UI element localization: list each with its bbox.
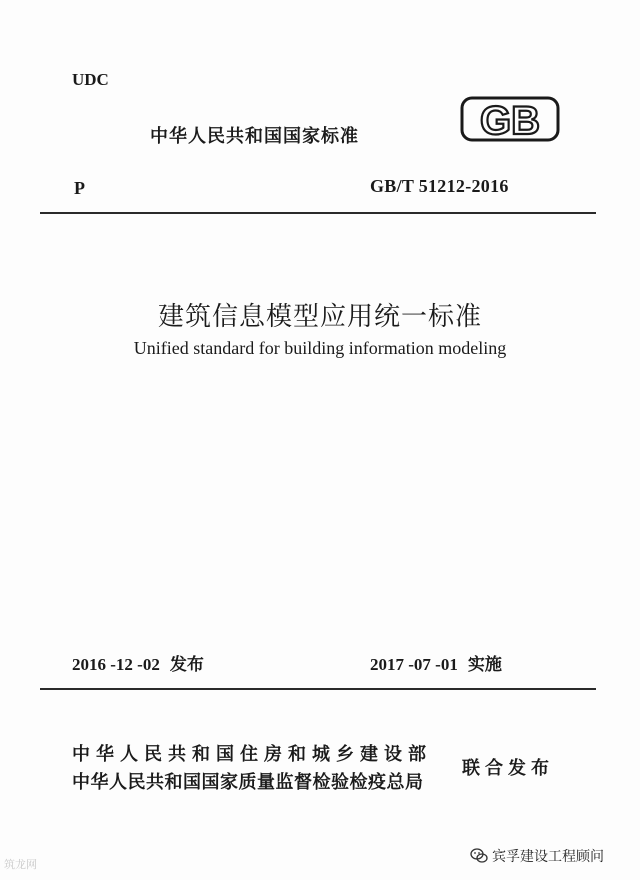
svg-text:GB: GB <box>480 99 540 142</box>
joint-publish-label: 联合发布 <box>462 758 554 779</box>
left-watermark: 筑龙网 <box>4 858 37 871</box>
top-divider <box>40 212 596 214</box>
implement-date-line <box>370 650 502 675</box>
implement-date: 2017 -07 -01 <box>370 655 458 674</box>
title-english: Unified standard for building information modeling <box>133 338 507 358</box>
right-watermark-text: 宾孚建设工程顾问 <box>492 849 604 865</box>
bottom-divider <box>40 688 596 690</box>
publisher-line-1: 中华人民共和国住房和城乡建设部 <box>72 744 432 765</box>
right-watermark <box>470 846 604 866</box>
gb-logo <box>460 96 560 142</box>
classification-code: P <box>74 178 85 198</box>
national-standard-label: 中华人民共和国国家标准 <box>150 126 359 147</box>
standard-number: GB/T 51212-2016 <box>370 176 509 196</box>
publisher-line-2: 中华人民共和国国家质量监督检验检疫总局 <box>72 772 424 793</box>
issue-date: 2016 -12 -02 <box>72 655 160 674</box>
wechat-icon <box>470 847 488 865</box>
title-chinese: 建筑信息模型应用统一标准 <box>157 302 482 332</box>
issue-label: 发布 <box>169 655 204 675</box>
issue-date-line <box>72 650 204 675</box>
implement-label: 实施 <box>467 655 502 675</box>
udc-label: UDC <box>72 70 109 89</box>
